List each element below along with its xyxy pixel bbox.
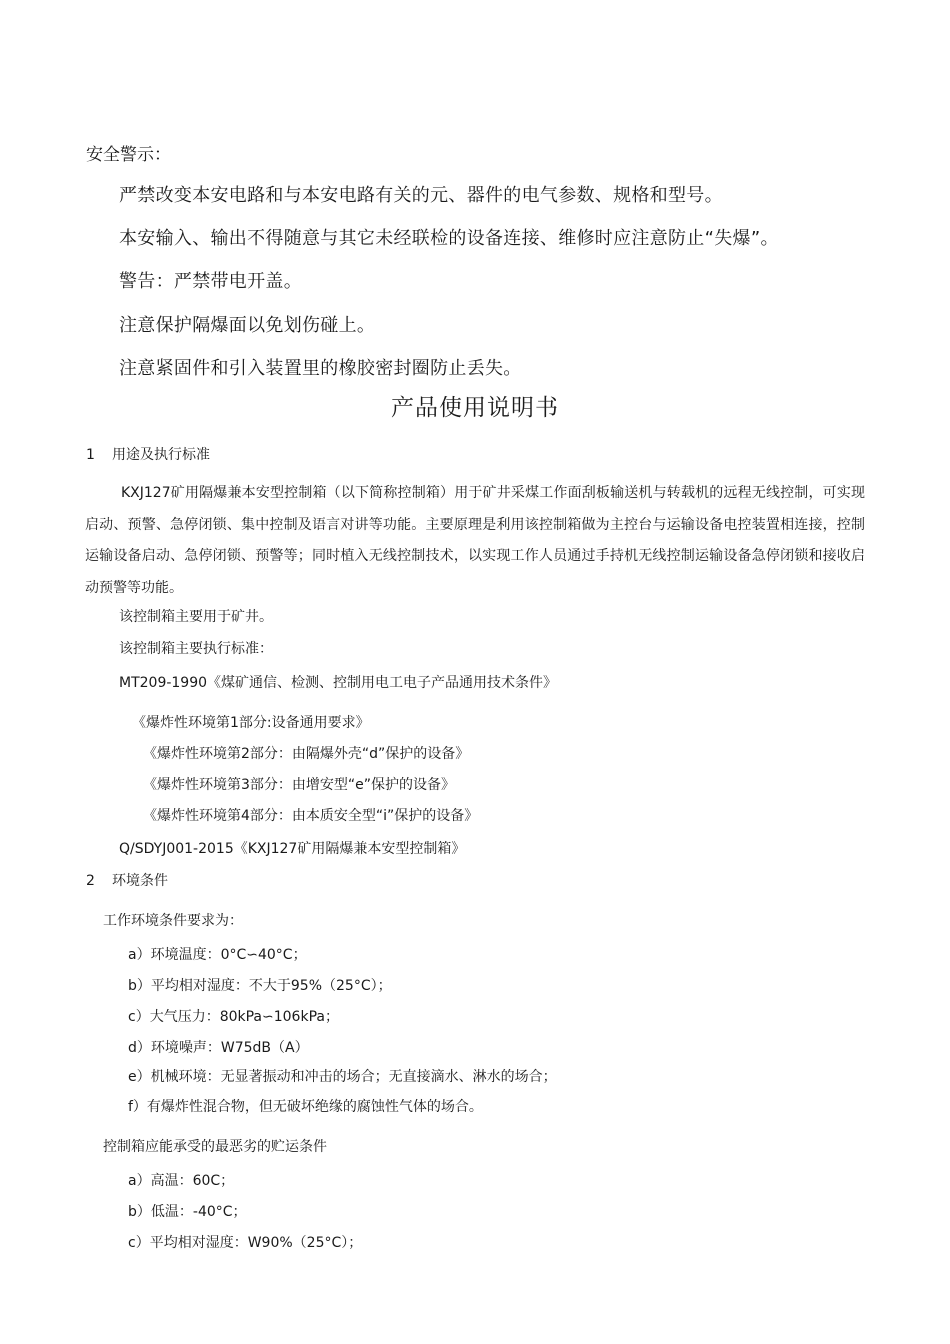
standard-item: MT209-1990《煤矿通信、检测、控制用电工电子产品通用技术条件》 <box>119 675 558 691</box>
standard-item: 《爆炸性环境第1部分:设备通用要求》 <box>132 715 370 731</box>
storage-condition-item: b）低温：-40°C； <box>128 1204 247 1220</box>
work-conditions-intro: 工作环境条件要求为： <box>103 913 243 929</box>
standard-item: 《爆炸性环境第2部分：由隔爆外壳“d”保护的设备》 <box>143 746 470 762</box>
document-title: 产品使用说明书 <box>391 395 559 421</box>
work-condition-item: d）环境噪声：W75dB（A） <box>128 1040 309 1056</box>
storage-condition-item: c）平均相对湿度：W90%（25°C）； <box>128 1235 363 1251</box>
work-condition-item: e）机械环境：无显著振动和冲击的场合；无直接滴水、淋水的场合； <box>128 1069 557 1085</box>
storage-condition-item: a）高温：60C； <box>128 1173 235 1189</box>
work-condition-item: a）环境温度：0°C∽40°C； <box>128 947 307 963</box>
safety-item: 严禁改变本安电路和与本安电路有关的元、器件的电气参数、规格和型号。 <box>119 185 723 206</box>
section-number: 1 <box>86 447 95 463</box>
usage-line: 该控制箱主要用于矿井。 <box>119 609 273 625</box>
storage-conditions-intro: 控制箱应能承受的最恶劣的贮运条件 <box>103 1139 327 1155</box>
safety-item: 注意保护隔爆面以免划伤碰上。 <box>119 315 376 336</box>
safety-item: 注意紧固件和引入装置里的橡胶密封圈防止丢失。 <box>119 358 522 379</box>
standards-intro: 该控制箱主要执行标准： <box>119 641 273 657</box>
standard-item: Q/SDYJ001-2015《KXJ127矿用隔爆兼本安型控制箱》 <box>119 841 466 857</box>
section-1-paragraph: KXJ127矿用隔爆兼本安型控制箱（以下简称控制箱）用于矿井采煤工作面刮板输送机与转载机的远程无线控制，可实现启动、预警、急停闭锁、集中控制及语言对讲等功能。主要原理是利用该控制箱做为主控台与运输设备电控装置相连接，控制运输设备启动、急停闭锁、预警等；同时植入无线控制技术，以实现工作人员通过手持机无线控制运输设备急停闭锁和接收启动预警等功能。 <box>85 485 865 596</box>
work-condition-item: c）大气压力：80kPa∽106kPa； <box>128 1009 339 1025</box>
section-1-heading <box>86 444 210 464</box>
safety-heading: 安全警示： <box>86 145 171 165</box>
section-2-heading <box>86 870 168 890</box>
section-title: 用途及执行标准 <box>112 447 210 463</box>
standard-item: 《爆炸性环境第3部分：由增安型“e”保护的设备》 <box>143 777 456 793</box>
work-condition-item: b）平均相对湿度：不大于95%（25°C）； <box>128 978 392 994</box>
work-condition-item: f）有爆炸性混合物，但无破坏绝缘的腐蚀性气体的场合。 <box>128 1099 483 1115</box>
safety-item: 警告：严禁带电开盖。 <box>119 271 302 292</box>
standard-item: 《爆炸性环境第4部分：由本质安全型“i”保护的设备》 <box>143 808 479 824</box>
safety-item: 本安输入、输出不得随意与其它未经联检的设备连接、维修时应注意防止“失爆”。 <box>119 228 779 249</box>
section-title: 环境条件 <box>112 873 168 889</box>
section-number: 2 <box>86 873 95 889</box>
